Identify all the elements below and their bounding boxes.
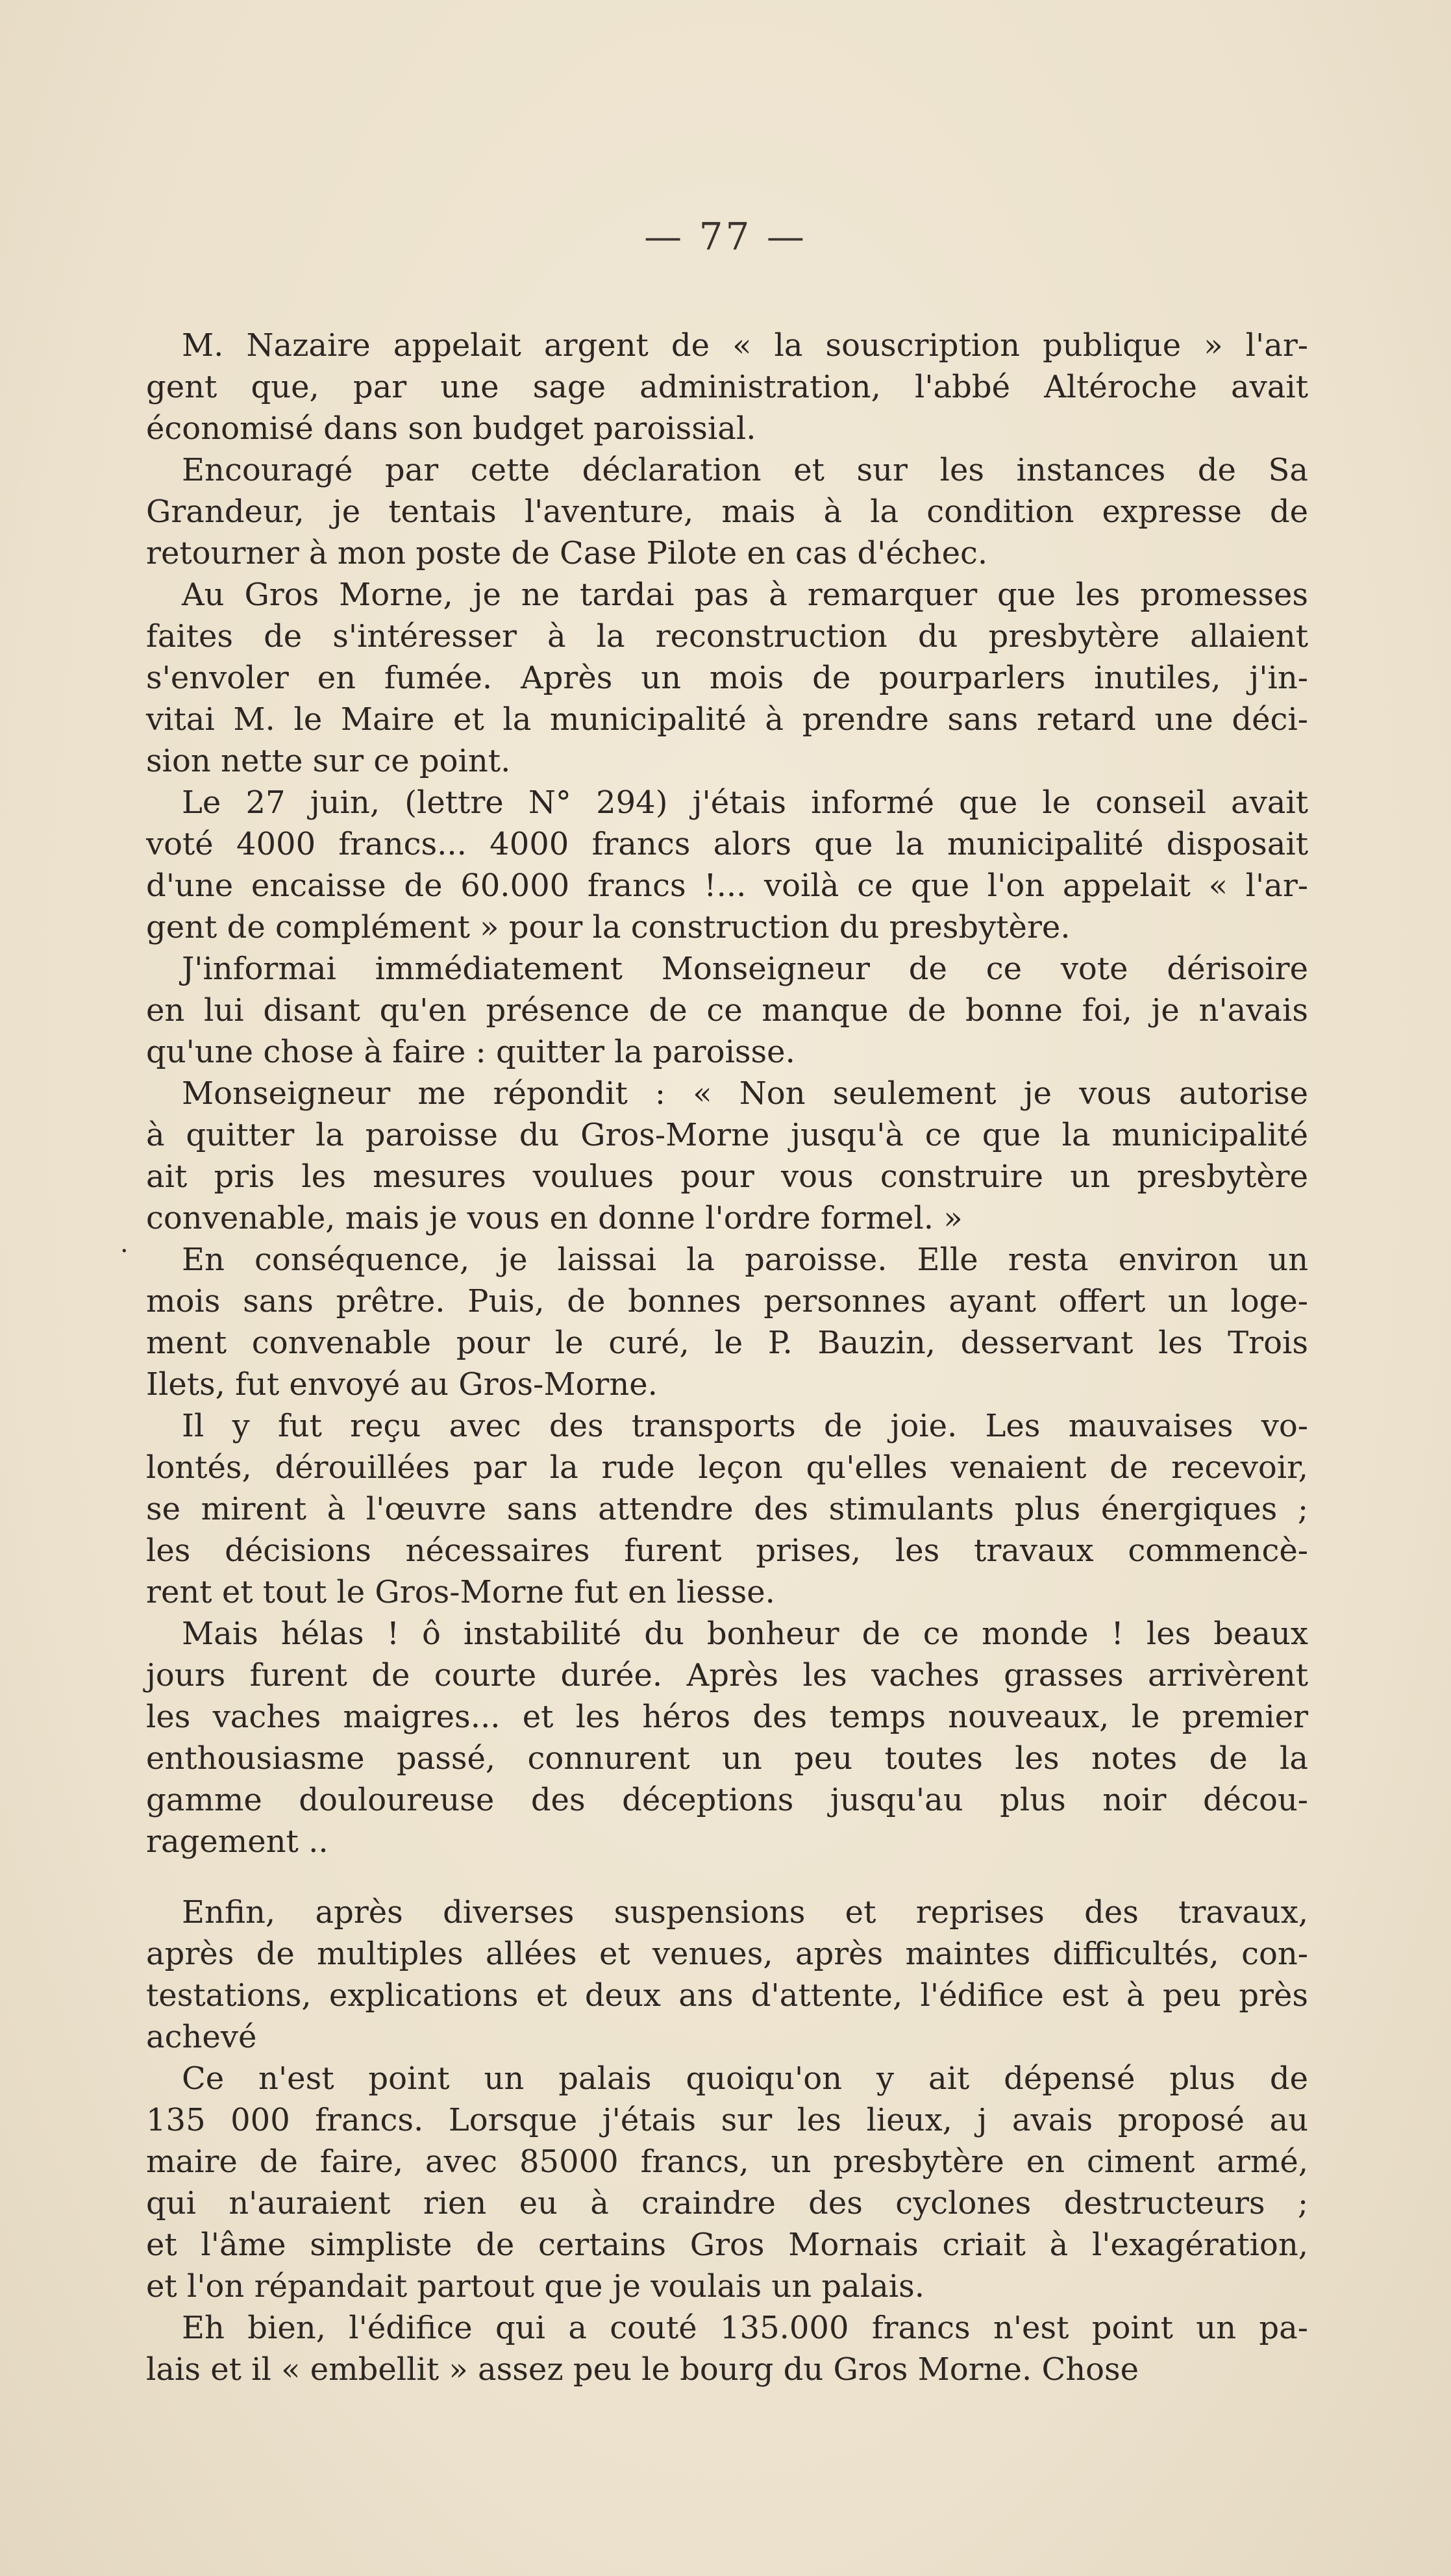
text-line: convenable, mais je vous en donne l'ordre formel. » bbox=[146, 1200, 963, 1236]
paragraph bbox=[146, 325, 1308, 449]
text-line: enthousiasme passé, connurent un peu toutes les notes de la bbox=[146, 1740, 1308, 1777]
text-line: retourner à mon poste de Case Pilote en cas d'échec. bbox=[146, 535, 988, 571]
paragraph bbox=[146, 782, 1308, 948]
paragraph bbox=[146, 1239, 1308, 1405]
text-line: Enfin, après diverses suspensions et reprises des travaux, bbox=[182, 1894, 1308, 1931]
text-line: se mirent à l'œuvre sans attendre des stimulants plus énergiques ; bbox=[146, 1491, 1308, 1527]
page-number: — 77 — bbox=[644, 214, 807, 258]
text-line: faites de s'intéresser à la reconstruction du presbytère allaient bbox=[146, 618, 1308, 655]
text-line: vitai M. le Maire et la municipalité à prendre sans retard une déci- bbox=[146, 701, 1308, 738]
text-line: les décisions nécessaires furent prises, les travaux commencè- bbox=[146, 1532, 1308, 1569]
body-text bbox=[146, 325, 1308, 2390]
text-line: En conséquence, je laissai la paroisse. Elle resta environ un bbox=[182, 1242, 1308, 1278]
text-line: M. Nazaire appelait argent de « la souscription publique » l'ar- bbox=[182, 327, 1308, 364]
text-line: Grandeur, je tentais l'aventure, mais à la condition expresse de bbox=[146, 494, 1308, 530]
text-line: lontés, dérouillées par la rude leçon qu'elles venaient de recevoir, bbox=[146, 1449, 1308, 1486]
text-line: qu'une chose à faire : quitter la paroisse. bbox=[146, 1034, 795, 1070]
text-line: Mais hélas ! ô instabilité du bonheur de ce monde ! les beaux bbox=[182, 1616, 1308, 1652]
text-line: Il y fut reçu avec des transports de joie. Les mauvaises vo- bbox=[182, 1408, 1308, 1444]
text-line: achevé bbox=[146, 2019, 257, 2055]
text-line: lais et il « embellit » assez peu le bourg du Gros Morne. Chose bbox=[146, 2351, 1139, 2388]
text-line: et l'on répandait partout que je voulais un palais. bbox=[146, 2268, 924, 2305]
text-line: d'une encaisse de 60.000 francs !... voilà ce que l'on appelait « l'ar- bbox=[146, 868, 1308, 904]
text-line: sion nette sur ce point. bbox=[146, 743, 511, 779]
text-line: ragement .. bbox=[146, 1823, 329, 1860]
text-line: à quitter la paroisse du Gros-Morne jusqu'à ce que la municipalité bbox=[146, 1117, 1308, 1153]
text-line: gent que, par une sage administration, l'abbé Altéroche avait bbox=[146, 369, 1308, 405]
paragraph bbox=[146, 574, 1308, 782]
text-line: ment convenable pour le curé, le P. Bauzin, desservant les Trois bbox=[146, 1325, 1308, 1361]
margin-mark: · bbox=[120, 1236, 129, 1266]
text-line: Encouragé par cette déclaration et sur les instances de Sa bbox=[182, 452, 1308, 488]
paragraph bbox=[146, 2058, 1308, 2307]
text-line: Au Gros Morne, je ne tardai pas à remarquer que les promesses bbox=[182, 577, 1308, 613]
text-line: ait pris les mesures voulues pour vous construire un presbytère bbox=[146, 1158, 1308, 1195]
paragraph bbox=[146, 948, 1308, 1073]
paragraph bbox=[146, 1405, 1308, 1613]
text-line: économisé dans son budget paroissial. bbox=[146, 410, 756, 447]
text-line: et l'âme simpliste de certains Gros Mornais criait à l'exagération, bbox=[146, 2227, 1308, 2263]
text-line: Ce n'est point un palais quoiqu'on y ait dépensé plus de bbox=[182, 2060, 1308, 2097]
text-line: 135 000 francs. Lorsque j'étais sur les lieux, j avais proposé au bbox=[146, 2102, 1308, 2138]
text-line: J'informai immédiatement Monseigneur de ce vote dérisoire bbox=[182, 951, 1308, 987]
text-line: après de multiples allées et venues, après maintes difficultés, con- bbox=[146, 1936, 1308, 1972]
text-line: mois sans prêtre. Puis, de bonnes personnes ayant offert un loge- bbox=[146, 1283, 1308, 1319]
text-line: en lui disant qu'en présence de ce manque de bonne foi, je n'avais bbox=[146, 992, 1308, 1029]
paragraph-gap bbox=[146, 1862, 1308, 1892]
paragraph bbox=[146, 449, 1308, 574]
text-line: gent de complément » pour la construction du presbytère. bbox=[146, 909, 1071, 945]
text-line: gamme douloureuse des déceptions jusqu'au plus noir décou- bbox=[146, 1782, 1308, 1818]
paragraph bbox=[146, 1892, 1308, 2058]
paragraph bbox=[146, 1613, 1308, 1862]
text-line: les vaches maigres... et les héros des temps nouveaux, le premier bbox=[146, 1699, 1308, 1735]
text-line: voté 4000 francs... 4000 francs alors que la municipalité disposait bbox=[146, 826, 1308, 862]
text-line: Ilets, fut envoyé au Gros-Morne. bbox=[146, 1366, 658, 1403]
paragraph bbox=[146, 1073, 1308, 1239]
text-line: jours furent de courte durée. Après les vaches grasses arrivèrent bbox=[146, 1657, 1308, 1694]
text-line: s'envoler en fumée. Après un mois de pourparlers inutiles, j'in- bbox=[146, 660, 1308, 696]
paragraph bbox=[146, 2307, 1308, 2390]
text-line: Monseigneur me répondit : « Non seulement je vous autorise bbox=[182, 1075, 1308, 1112]
text-line: qui n'auraient rien eu à craindre des cyclones destructeurs ; bbox=[146, 2185, 1308, 2221]
text-line: Eh bien, l'édifice qui a couté 135.000 francs n'est point un pa- bbox=[182, 2310, 1308, 2346]
text-line: maire de faire, avec 85000 francs, un presbytère en ciment armé, bbox=[146, 2144, 1308, 2180]
text-line: Le 27 juin, (lettre N° 294) j'étais informé que le conseil avait bbox=[182, 784, 1308, 821]
text-line: rent et tout le Gros-Morne fut en liesse. bbox=[146, 1574, 775, 1610]
text-line: testations, explications et deux ans d'attente, l'édifice est à peu près bbox=[146, 1977, 1308, 2014]
